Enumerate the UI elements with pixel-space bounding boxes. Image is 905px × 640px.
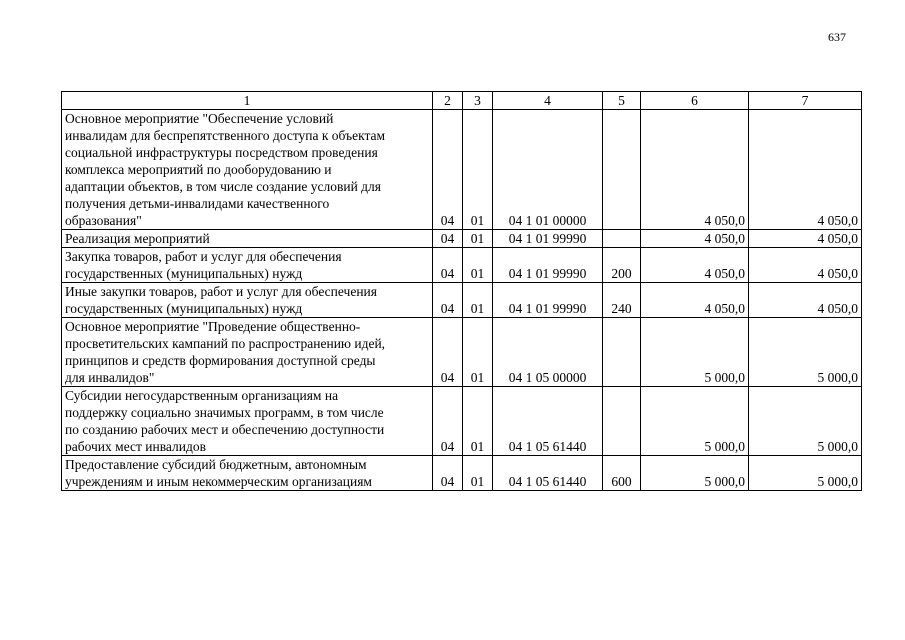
page-number: 637: [828, 30, 846, 44]
row-section: 04: [433, 456, 463, 491]
row-name: Основное мероприятие "Проведение общественно- просветительских кампаний по распространению идей, принципов и средств формирования доступной среды для инвалидов": [62, 318, 433, 387]
table-row: [62, 230, 862, 248]
row-target-code: 04 1 01 00000: [493, 110, 603, 230]
row-amount-6: 4 050,0: [641, 283, 749, 318]
budget-table: [61, 91, 862, 491]
row-amount-6: 4 050,0: [641, 248, 749, 283]
row-expense-type: [603, 318, 641, 387]
row-section: 04: [433, 318, 463, 387]
row-name: Предоставление субсидий бюджетным, автономным учреждениям и иным некоммерческим организациям: [62, 456, 433, 491]
row-amount-7: 5 000,0: [749, 387, 862, 456]
row-name: Иные закупки товаров, работ и услуг для обеспечения государственных (муниципальных) нужд: [62, 283, 433, 318]
row-subsection: 01: [463, 283, 493, 318]
row-subsection: 01: [463, 456, 493, 491]
row-amount-6: 4 050,0: [641, 110, 749, 230]
row-subsection: 01: [463, 387, 493, 456]
row-target-code: 04 1 01 99990: [493, 283, 603, 318]
row-target-code: 04 1 05 00000: [493, 318, 603, 387]
row-subsection: 01: [463, 230, 493, 248]
row-name: Субсидии негосударственным организациям на поддержку социально значимых программ, в том числе по созданию рабочих мест и обеспечению доступности рабочих мест инвалидов: [62, 387, 433, 456]
row-section: 04: [433, 387, 463, 456]
row-amount-7: 4 050,0: [749, 110, 862, 230]
row-subsection: 01: [463, 318, 493, 387]
col-header-1: 1: [62, 92, 433, 110]
row-subsection: 01: [463, 110, 493, 230]
col-header-7: 7: [749, 92, 862, 110]
row-target-code: 04 1 01 99990: [493, 230, 603, 248]
table-row: [62, 456, 862, 491]
row-amount-7: 4 050,0: [749, 248, 862, 283]
row-section: 04: [433, 230, 463, 248]
row-amount-7: 5 000,0: [749, 318, 862, 387]
row-expense-type: 240: [603, 283, 641, 318]
row-name: Закупка товаров, работ и услуг для обеспечения государственных (муниципальных) нужд: [62, 248, 433, 283]
row-subsection: 01: [463, 248, 493, 283]
row-target-code: 04 1 01 99990: [493, 248, 603, 283]
header-row: [62, 92, 862, 110]
row-amount-6: 5 000,0: [641, 387, 749, 456]
row-section: 04: [433, 248, 463, 283]
row-expense-type: 600: [603, 456, 641, 491]
row-amount-6: 5 000,0: [641, 456, 749, 491]
row-expense-type: [603, 230, 641, 248]
row-expense-type: 200: [603, 248, 641, 283]
table-row: [62, 283, 862, 318]
row-section: 04: [433, 283, 463, 318]
row-amount-7: 4 050,0: [749, 230, 862, 248]
row-amount-6: 5 000,0: [641, 318, 749, 387]
row-name: Реализация мероприятий: [62, 230, 433, 248]
row-expense-type: [603, 387, 641, 456]
row-amount-6: 4 050,0: [641, 230, 749, 248]
row-target-code: 04 1 05 61440: [493, 387, 603, 456]
col-header-6: 6: [641, 92, 749, 110]
col-header-5: 5: [603, 92, 641, 110]
col-header-3: 3: [463, 92, 493, 110]
row-amount-7: 4 050,0: [749, 283, 862, 318]
row-expense-type: [603, 110, 641, 230]
table-row: [62, 387, 862, 456]
row-section: 04: [433, 110, 463, 230]
table-row: [62, 110, 862, 230]
row-name: Основное мероприятие "Обеспечение условий инвалидам для беспрепятственного доступа к объектам социальной инфраструктуры посредством проведения комплекса мероприятий по дооборудованию и адаптации объектов, в том числе создание условий для получения детьми-инвалидами качественного образования": [62, 110, 433, 230]
row-amount-7: 5 000,0: [749, 456, 862, 491]
table-row: [62, 248, 862, 283]
col-header-4: 4: [493, 92, 603, 110]
table-row: [62, 318, 862, 387]
row-target-code: 04 1 05 61440: [493, 456, 603, 491]
col-header-2: 2: [433, 92, 463, 110]
